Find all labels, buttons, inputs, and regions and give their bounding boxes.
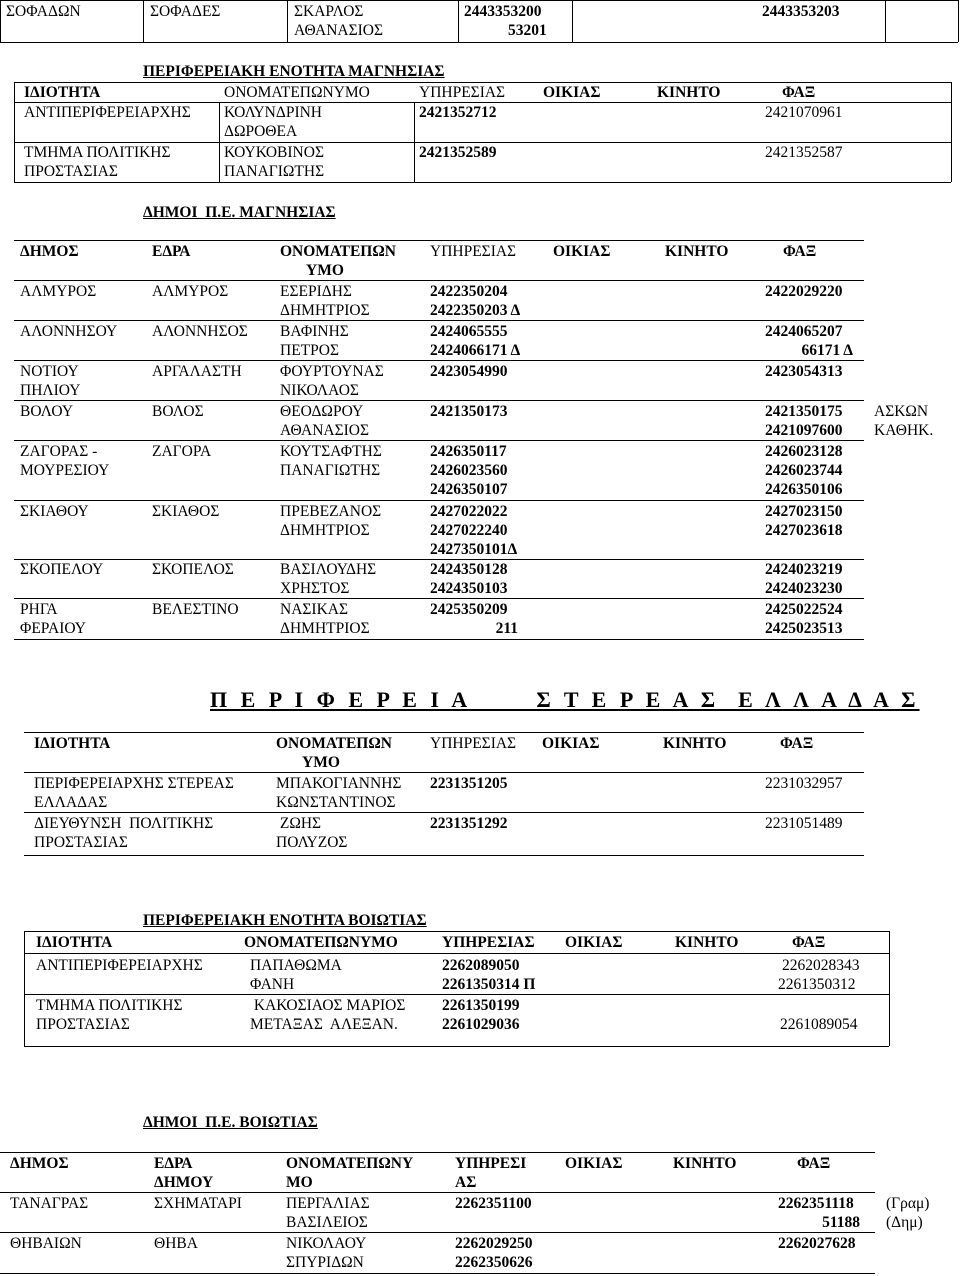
mm-r4-fax-1: 2426023744 [765, 462, 843, 479]
magnisia-r0-name-b: ΔΩΡΟΘΕΑ [224, 123, 298, 140]
magnisia-r1-name-b: ΠΑΝΑΓΙΩΤΗΣ [224, 163, 325, 180]
vm-r0-dimos: ΤΑΝΑΓΡΑΣ [10, 1195, 89, 1212]
mm-r1-office-1: 2424066171 Δ [430, 342, 521, 359]
voiotia-h-role: ΙΔΙΟΤΗΤΑ [36, 934, 113, 951]
sterea-h-name-b: ΥΜΟ [302, 754, 340, 771]
mm-r1-office-0: 2424065555 [430, 323, 508, 340]
mm-r6-office-0: 2424350128 [430, 561, 508, 578]
mm-r3-fax-0: 2421350175 [765, 403, 843, 420]
vm-r0-fax-1: 51188 [822, 1214, 860, 1231]
mm-h-name-a: ΟΝΟΜΑΤΕΠΩΝ [280, 243, 396, 260]
magnisia-dimoi-title: ΔΗΜΟΙ Π.Ε. ΜΑΓΝΗΣΙΑΣ [143, 204, 336, 221]
mm-r5-office-2: 2427350101Δ [430, 541, 518, 558]
vm-r1-edra: ΘΗΒΑ [154, 1235, 198, 1252]
mm-r4-office-0: 2426350117 [430, 443, 507, 460]
mm-r7-name-b: ΔΗΜΗΤΡΙΟΣ [280, 620, 370, 637]
mm-r7-edra: ΒΕΛΕΣΤΙΝΟ [152, 601, 239, 618]
mm-r2-edra: ΑΡΓΑΛΑΣΤΗ [152, 363, 242, 380]
voiotia-r0-office-0: 2262089050 [442, 957, 520, 974]
vm-r0-office-0: 2262351100 [455, 1195, 532, 1212]
mm-r2-office-0: 2423054990 [430, 363, 508, 380]
voiotia-h-name: ΟΝΟΜΑΤΕΠΩΝΥΜΟ [244, 934, 398, 951]
mm-r4-dimos-a: ΖΑΓΟΡΑΣ - [20, 443, 98, 460]
mm-r6-name-a: ΒΑΣΙΛΟΥΔΗΣ [280, 561, 377, 578]
sterea-h-role: ΙΔΙΟΤΗΤΑ [34, 735, 111, 752]
sterea-title: Π Ε Ρ Ι Φ Ε Ρ Ε Ι Α Σ Τ Ε Ρ Ε Α Σ Ε Λ Λ Α Δ Α Σ [210, 687, 920, 712]
mm-r7-dimos-a: ΡΗΓΑ [20, 601, 58, 618]
top-name-a: ΣΚΑΡΛΟΣ [294, 3, 364, 20]
magnisia-title: ΠΕΡΙΦΕΡΕΙΑΚΗ ΕΝΟΤΗΤΑ ΜΑΓΝΗΣΙΑΣ [143, 63, 445, 80]
vm-h-dimos: ΔΗΜΟΣ [10, 1155, 69, 1172]
voiotia-dimoi-title: ΔΗΜΟΙ Π.Ε. ΒΟΙΩΤΙΑΣ [143, 1114, 318, 1131]
mm-r3-note-1: ΚΑΘΗΚ. [874, 422, 934, 439]
sterea-h-mobile: ΚΙΝΗΤΟ [663, 735, 727, 752]
mm-r5-name-a: ΠΡΕΒΕΖΑΝΟΣ [280, 503, 382, 520]
magnisia-r0-name-a: ΚΟΛΥΝΔΡΙΝΗ [224, 104, 322, 121]
mm-r0-dimos: ΑΛΜΥΡΟΣ [20, 283, 97, 300]
mm-r1-edra: ΑΛΟΝΝΗΣΟΣ [152, 323, 248, 340]
top-dimos: ΣΟΦΑΔΩΝ [6, 3, 81, 20]
mm-r5-fax-1: 2427023618 [765, 522, 843, 539]
mm-r7-fax-1: 2425023513 [765, 620, 843, 637]
magnisia-r1-name-a: ΚΟΥΚΟΒΙΝΟΣ [224, 144, 324, 161]
sterea-r1-role-a: ΔΙΕΥΘΥΝΣΗ ΠΟΛΙΤΙΚΗΣ [34, 815, 214, 832]
sterea-r1-role-b: ΠΡΟΣΤΑΣΙΑΣ [34, 834, 128, 851]
mm-r3-dimos: ΒΟΛΟΥ [20, 403, 74, 420]
mm-r0-name-a: ΕΣΕΡΙΔΗΣ [280, 283, 352, 300]
mm-h-edra: ΕΔΡΑ [152, 243, 191, 260]
mm-r4-dimos-b: ΜΟΥΡΕΣΙΟΥ [20, 462, 110, 479]
mm-h-office: ΥΠΗΡΕΣΙΑΣ [430, 243, 517, 260]
vm-r1-dimos: ΘΗΒΑΙΩΝ [10, 1235, 82, 1252]
vm-r1-office-1: 2262350626 [455, 1254, 533, 1271]
voiotia-r1-role-b: ΠΡΟΣΤΑΣΙΑΣ [36, 1016, 130, 1033]
voiotia-r1-fax-0: 2261089054 [780, 1016, 858, 1033]
mm-r1-dimos: ΑΛΟΝΝΗΣΟΥ [20, 323, 118, 340]
mm-r4-office-1: 2426023560 [430, 462, 508, 479]
mm-r7-name-a: ΝΑΣΙΚΑΣ [280, 601, 348, 618]
vm-r1-fax-0: 2262027628 [778, 1235, 856, 1252]
magnisia-h-home: ΟΙΚΙΑΣ [543, 84, 601, 101]
mm-r6-name-b: ΧΡΗΣΤΟΣ [280, 580, 350, 597]
mm-r5-office-1: 2427022240 [430, 522, 508, 539]
mm-r3-edra: ΒΟΛΟΣ [152, 403, 204, 420]
voiotia-r0-name-a: ΠΑΠΑΘΩΜΑ [250, 957, 342, 974]
sterea-r0-office: 2231351205 [430, 775, 508, 792]
mm-r5-fax-0: 2427023150 [765, 503, 843, 520]
voiotia-r1-role-a: ΤΜΗΜΑ ΠΟΛΙΤΙΚΗΣ [36, 997, 183, 1014]
mm-r0-fax-0: 2422029220 [765, 283, 843, 300]
voiotia-r1-office-1: 2261029036 [442, 1016, 520, 1033]
mm-h-home: ΟΙΚΙΑΣ [553, 243, 611, 260]
mm-r5-edra: ΣΚΙΑΘΟΣ [152, 503, 220, 520]
mm-r1-fax-0: 2424065207 [765, 323, 843, 340]
voiotia-r1-name-b: ΜΕΤΑΞΑΣ ΑΛΕΞΑΝ. [250, 1016, 398, 1033]
voiotia-h-mobile: ΚΙΝΗΤΟ [675, 934, 739, 951]
vm-r1-office-0: 2262029250 [455, 1235, 533, 1252]
mm-r7-fax-0: 2425022524 [765, 601, 843, 618]
vm-h-office-b: ΑΣ [455, 1174, 477, 1191]
mm-r7-office-1: 211 [495, 620, 518, 637]
sterea-r1-name-b: ΠΟΛΥΖΟΣ [276, 834, 348, 851]
mm-r0-edra: ΑΛΜΥΡΟΣ [152, 283, 229, 300]
sterea-r0-role-b: ΕΛΛΑΔΑΣ [34, 794, 108, 811]
mm-r2-dimos-b: ΠΗΛΙΟΥ [20, 382, 81, 399]
top-fax: 2443353203 [762, 3, 840, 20]
mm-r5-office-0: 2427022022 [430, 503, 508, 520]
mm-r1-name-b: ΠΕΤΡΟΣ [280, 342, 339, 359]
vm-h-edra-a: ΕΔΡΑ [154, 1155, 193, 1172]
voiotia-h-home: ΟΙΚΙΑΣ [565, 934, 623, 951]
vm-h-name-a: ΟΝΟΜΑΤΕΠΩΝΥ [286, 1155, 414, 1172]
vm-r1-name-b: ΣΠΥΡΙΔΩΝ [286, 1254, 364, 1271]
sterea-r1-name-a: ΖΩΗΣ [276, 815, 322, 832]
mm-r6-office-1: 2424350103 [430, 580, 508, 597]
mm-r3-note-0: ΑΣΚΩΝ [874, 403, 929, 420]
magnisia-r1-role-b: ΠΡΟΣΤΑΣΙΑΣ [24, 163, 118, 180]
mm-r5-name-b: ΔΗΜΗΤΡΙΟΣ [280, 522, 370, 539]
top-office-b: 53201 [508, 22, 547, 39]
vm-r0-name-a: ΠΕΡΓΑΛΙΑΣ [286, 1195, 370, 1212]
sterea-r0-name-a: ΜΠΑΚΟΓΙΑΝΝΗΣ [276, 775, 402, 792]
mm-r6-fax-1: 2424023230 [765, 580, 843, 597]
vm-h-mobile: ΚΙΝΗΤΟ [673, 1155, 737, 1172]
mm-r2-dimos-a: ΝΟΤΙΟΥ [20, 363, 79, 380]
magnisia-r0-fax: 2421070961 [765, 104, 843, 121]
vm-r0-note-0: (Γραμ) [886, 1195, 930, 1212]
mm-r4-name-a: ΚΟΥΤΣΑΦΤΗΣ [280, 443, 382, 460]
top-office-a: 2443353200 [464, 3, 542, 20]
mm-r4-office-2: 2426350107 [430, 481, 508, 498]
magnisia-r1-fax: 2421352587 [765, 144, 843, 161]
voiotia-h-fax: ΦΑΞ [792, 934, 826, 951]
voiotia-r0-office-1: 2261350314 Π [442, 976, 536, 993]
mm-h-name-b: ΥΜΟ [306, 262, 344, 279]
magnisia-r1-role-a: ΤΜΗΜΑ ΠΟΛΙΤΙΚΗΣ [24, 144, 171, 161]
mm-h-dimos: ΔΗΜΟΣ [20, 243, 79, 260]
vm-h-fax: ΦΑΞ [797, 1155, 831, 1172]
magnisia-r0-office: 2421352712 [419, 104, 497, 121]
sterea-h-home: ΟΙΚΙΑΣ [542, 735, 600, 752]
mm-r4-name-b: ΠΑΝΑΓΙΩΤΗΣ [280, 462, 381, 479]
mm-r6-fax-0: 2424023219 [765, 561, 843, 578]
voiotia-r0-name-b: ΦΑΝΗ [250, 976, 295, 993]
voiotia-r0-fax-0: 2262028343 [782, 957, 860, 974]
voiotia-title: ΠΕΡΙΦΕΡΕΙΑΚΗ ΕΝΟΤΗΤΑ ΒΟΙΩΤΙΑΣ [143, 912, 427, 929]
voiotia-r0-role: ΑΝΤΙΠΕΡΙΦΕΡΕΙΑΡΧΗΣ [36, 957, 203, 974]
magnisia-h-fax: ΦΑΞ [782, 84, 816, 101]
mm-r1-fax-1: 66171 Δ [801, 342, 853, 359]
vm-h-home: ΟΙΚΙΑΣ [565, 1155, 623, 1172]
voiotia-r1-office-0: 2261350199 [442, 997, 520, 1014]
mm-r2-name-b: ΝΙΚΟΛΑΟΣ [280, 382, 359, 399]
vm-r1-name-a: ΝΙΚΟΛΑΟΥ [286, 1235, 367, 1252]
mm-h-mobile: ΚΙΝΗΤΟ [665, 243, 729, 260]
top-edra: ΣΟΦΑΔΕΣ [150, 3, 221, 20]
mm-r4-fax-2: 2426350106 [765, 481, 843, 498]
mm-r7-dimos-b: ΦΕΡΑΙΟΥ [20, 620, 86, 637]
mm-r4-fax-0: 2426023128 [765, 443, 843, 460]
mm-r6-edra: ΣΚΟΠΕΛΟΣ [152, 561, 234, 578]
voiotia-r0-fax-1: 2261350312 [778, 976, 856, 993]
magnisia-h-role: ΙΔΙΟΤΗΤΑ [24, 84, 101, 101]
mm-r3-fax-1: 2421097600 [765, 422, 843, 439]
magnisia-h-name: ΟΝΟΜΑΤΕΠΩΝΥΜΟ [224, 84, 370, 101]
vm-h-edra-b: ΔΗΜΟΥ [154, 1174, 214, 1191]
mm-r0-name-b: ΔΗΜΗΤΡΙΟΣ [280, 302, 370, 319]
magnisia-h-office: ΥΠΗΡΕΣΙΑΣ [419, 84, 506, 101]
mm-r3-name-a: ΘΕΟΔΩΡΟΥ [280, 403, 364, 420]
mm-r4-edra: ΖΑΓΟΡΑ [152, 443, 212, 460]
mm-r3-name-b: ΑΘΑΝΑΣΙΟΣ [280, 422, 369, 439]
mm-r6-dimos: ΣΚΟΠΕΛΟΥ [20, 561, 104, 578]
vm-r0-name-b: ΒΑΣΙΛΕΙΟΣ [286, 1214, 368, 1231]
vm-h-office-a: ΥΠΗΡΕΣΙ [455, 1155, 527, 1172]
sterea-r0-name-b: ΚΩΝΣΤΑΝΤΙΝΟΣ [276, 794, 396, 811]
sterea-h-name-a: ΟΝΟΜΑΤΕΠΩΝ [276, 735, 392, 752]
sterea-r1-fax: 2231051489 [765, 815, 843, 832]
vm-r0-fax-0: 2262351118 [778, 1195, 854, 1212]
sterea-r1-office: 2231351292 [430, 815, 508, 832]
voiotia-h-office: ΥΠΗΡΕΣΙΑΣ [442, 934, 535, 951]
mm-r5-dimos: ΣΚΙΑΘΟΥ [20, 503, 89, 520]
mm-r3-office-0: 2421350173 [430, 403, 508, 420]
mm-r0-office-1: 2422350203 Δ [430, 302, 521, 319]
vm-r0-edra: ΣΧΗΜΑΤΑΡΙ [154, 1195, 242, 1212]
magnisia-r1-office: 2421352589 [419, 144, 497, 161]
sterea-r0-role-a: ΠΕΡΙΦΕΡΕΙΑΡΧΗΣ ΣΤΕΡΕΑΣ [34, 775, 234, 792]
top-name-b: ΑΘΑΝΑΣΙΟΣ [294, 22, 383, 39]
sterea-h-fax: ΦΑΞ [780, 735, 814, 752]
vm-h-name-b: ΜΟ [286, 1174, 313, 1191]
sterea-r0-fax: 2231032957 [765, 775, 843, 792]
magnisia-h-mobile: ΚΙΝΗΤΟ [657, 84, 721, 101]
mm-r7-office-0: 2425350209 [430, 601, 508, 618]
mm-r2-name-a: ΦΟΥΡΤΟΥΝΑΣ [280, 363, 384, 380]
vm-r0-note-1: (Δημ) [886, 1214, 923, 1231]
mm-h-fax: ΦΑΞ [783, 243, 817, 260]
mm-r2-fax-0: 2423054313 [765, 363, 843, 380]
sterea-h-office: ΥΠΗΡΕΣΙΑΣ [430, 735, 517, 752]
mm-r1-name-a: ΒΑΦΙΝΗΣ [280, 323, 349, 340]
mm-r0-office-0: 2422350204 [430, 283, 508, 300]
magnisia-r0-role: ΑΝΤΙΠΕΡΙΦΕΡΕΙΑΡΧΗΣ [24, 104, 191, 121]
voiotia-r1-name-a: ΚΑΚΟΣΙΑΟΣ ΜΑΡΙΟΣ [250, 997, 406, 1014]
